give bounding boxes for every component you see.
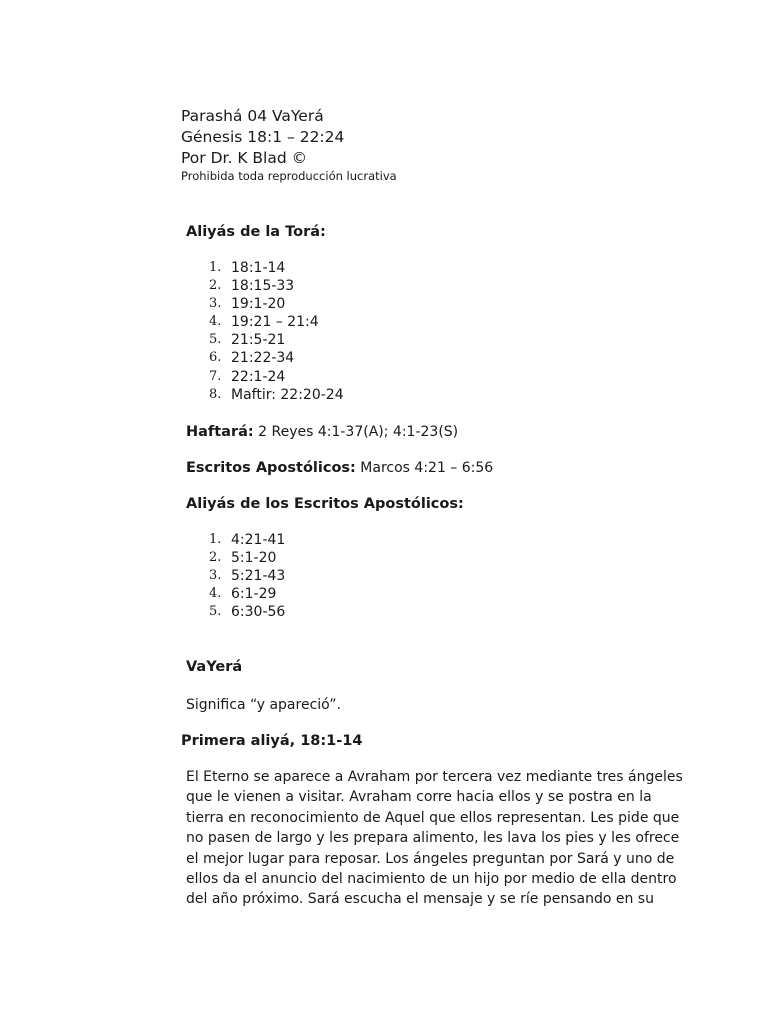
list-item xyxy=(186,386,486,404)
escritos-value: Marcos 4:21 – 6:56 xyxy=(355,460,494,476)
verse-reference: 22:1-24 xyxy=(231,368,286,385)
paragraph-line: que le vienen a visitar. Avraham corre hacia ellos y se postra en la xyxy=(186,789,652,806)
list-number: 6. xyxy=(209,350,222,366)
paragraph-line: ellos da el anuncio del nacimiento de un hijo por medio de ella dentro xyxy=(186,871,677,888)
verse-reference: 21:5-21 xyxy=(231,332,286,349)
escritos-aliyot-heading: Aliyás de los Escritos Apostólicos: xyxy=(186,496,464,512)
verse-reference: 6:1-29 xyxy=(231,586,277,603)
tora-aliyot-section xyxy=(186,222,686,242)
list-item xyxy=(186,567,486,585)
primera-aliya-section xyxy=(181,731,681,751)
list-item xyxy=(186,368,486,386)
vayera-heading: VaYerá xyxy=(186,659,243,675)
list-number: 7. xyxy=(209,368,222,384)
list-item xyxy=(186,349,486,367)
escritos-aliyot-list xyxy=(186,531,486,621)
list-item xyxy=(186,585,486,603)
verse-reference: 5:21-43 xyxy=(231,568,286,585)
verse-reference: 18:1-14 xyxy=(231,260,286,276)
verse-reference: 5:1-20 xyxy=(231,550,277,567)
document-header xyxy=(181,106,701,184)
verse-reference: Maftir: 22:20-24 xyxy=(231,386,344,403)
paragraph-line: el mejor lugar para reposar. Los ángeles preguntan por Sará y uno de xyxy=(186,850,675,867)
vayera-section xyxy=(186,657,686,677)
haftara-label: Haftará: xyxy=(186,424,254,440)
list-number: 2. xyxy=(209,278,222,294)
list-item xyxy=(186,603,486,621)
list-item xyxy=(186,313,486,331)
list-number: 3. xyxy=(209,568,222,584)
verse-reference: 6:30-56 xyxy=(231,604,286,621)
escritos-aliyot-section xyxy=(186,494,686,514)
verse-reference: 19:1-20 xyxy=(231,296,286,313)
haftara-line xyxy=(186,423,686,441)
verse-reference: 21:22-34 xyxy=(231,350,295,367)
vayera-meaning: Significa “y apareció”. xyxy=(186,697,341,713)
list-item xyxy=(186,549,486,567)
paragraph-line: tierra en reconocimiento de Aquel que ellos representan. Les pide que xyxy=(186,809,680,826)
list-item xyxy=(186,295,486,313)
paragraph-line: El Eterno se aparece a Avraham por tercera vez mediante tres ángeles xyxy=(186,769,683,785)
verse-reference: 19:21 – 21:4 xyxy=(231,314,319,331)
list-number: 1. xyxy=(209,260,222,275)
paragraph-line: del año próximo. Sará escucha el mensaje y se ríe pensando en su xyxy=(186,891,654,908)
escritos-label: Escritos Apostólicos: xyxy=(186,460,356,476)
paragraph-line: no pasen de largo y les prepara alimento, les lava los pies y les ofrece xyxy=(186,830,680,847)
list-number: 5. xyxy=(209,604,222,620)
tora-aliyot-list xyxy=(186,259,486,404)
author-line: Por Dr. K Blad © xyxy=(181,149,308,167)
list-item xyxy=(186,331,486,349)
list-number: 1. xyxy=(209,532,222,547)
list-number: 4. xyxy=(209,586,222,602)
scripture-range: Génesis 18:1 – 22:24 xyxy=(181,128,345,146)
list-number: 5. xyxy=(209,332,222,348)
tora-aliyot-heading: Aliyás de la Torá: xyxy=(186,224,326,240)
haftara-value: 2 Reyes 4:1-37(A); 4:1-23(S) xyxy=(253,424,459,440)
list-number: 2. xyxy=(209,550,222,566)
list-number: 4. xyxy=(209,314,222,330)
verse-reference: 4:21-41 xyxy=(231,532,286,548)
copyright-note: Prohibida toda reproducción lucrativa xyxy=(181,169,397,183)
list-number: 3. xyxy=(209,296,222,312)
primera-aliya-heading: Primera aliyá, 18:1-14 xyxy=(181,733,363,749)
list-number: 8. xyxy=(209,386,222,402)
list-item xyxy=(186,259,486,277)
parasha-title: Parashá 04 VaYerá xyxy=(181,107,324,125)
vayera-meaning-block xyxy=(186,696,686,714)
list-item xyxy=(186,277,486,295)
escritos-line xyxy=(186,459,686,477)
verse-reference: 18:15-33 xyxy=(231,278,295,295)
list-item xyxy=(186,531,486,549)
primera-aliya-paragraph xyxy=(186,767,683,910)
